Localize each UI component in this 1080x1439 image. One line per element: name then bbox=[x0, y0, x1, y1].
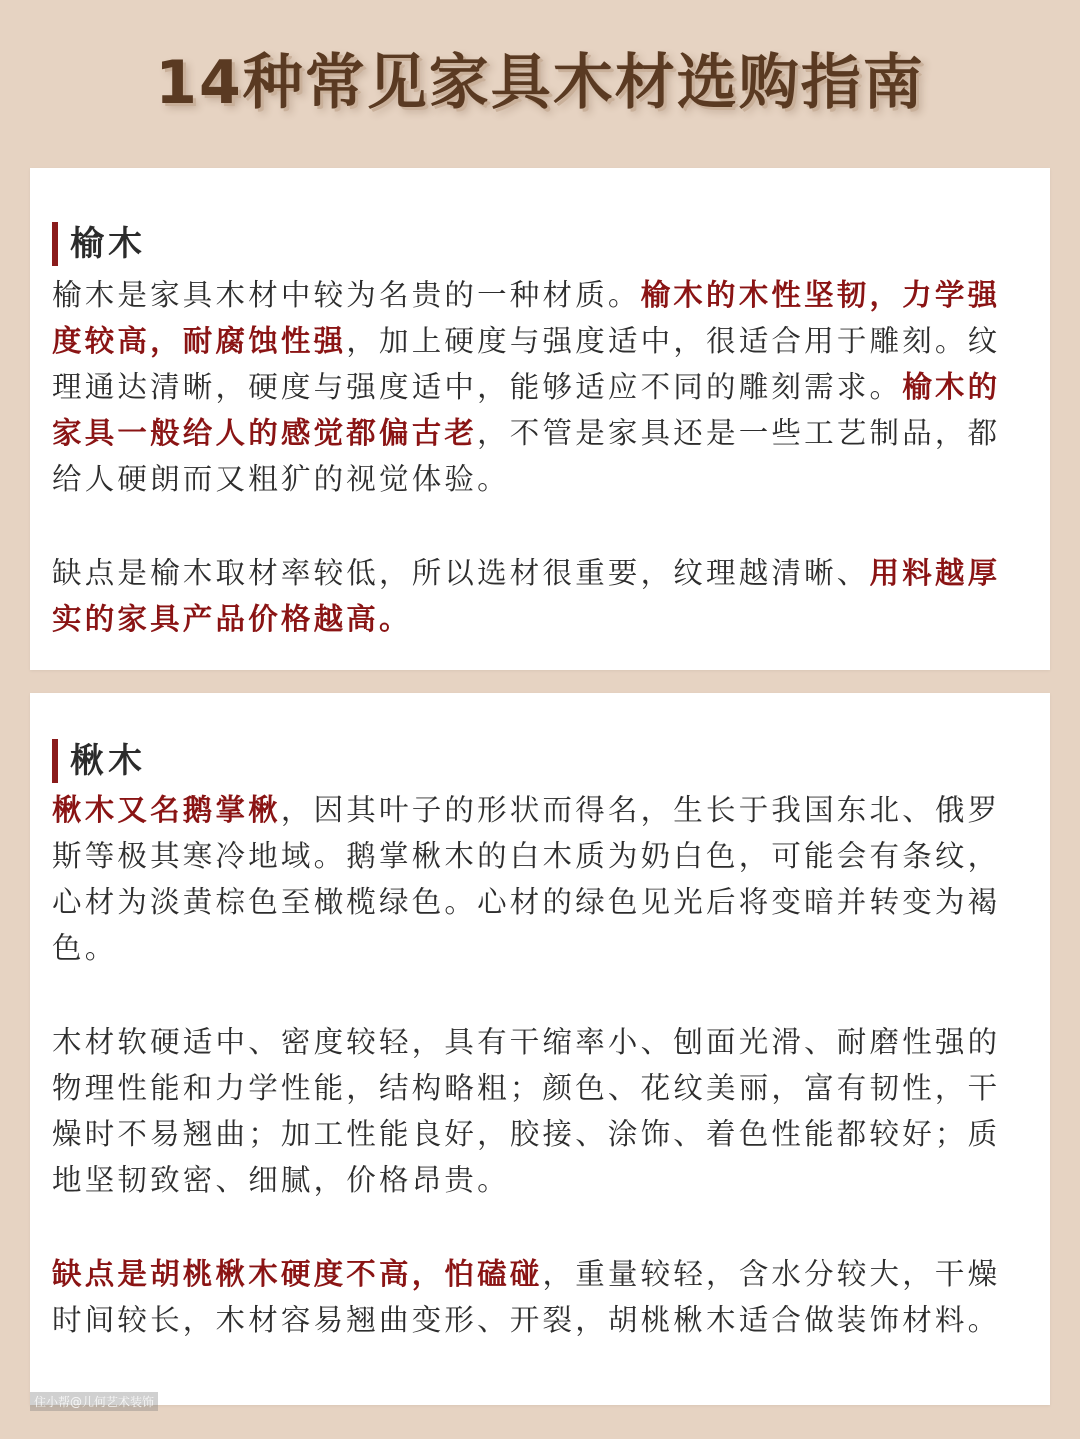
text-run: ，不管是家具还是一些工艺制品，都给人硬朗而又粗犷的视觉体验。 bbox=[52, 416, 1001, 496]
highlight-text: 楸木又名鹅掌楸 bbox=[52, 792, 281, 827]
page-title: 14种常见家具木材选购指南 bbox=[155, 48, 925, 118]
section-card-yumu bbox=[30, 168, 1050, 670]
section-heading: 榆木 bbox=[52, 222, 146, 266]
section-paragraph bbox=[52, 1019, 1032, 1203]
text-run: ，加上硬度与强度适中，很适合用于雕刻。纹理通达清晰，硬度与强度适中，能够适应不同的雕刻需求。 bbox=[52, 324, 1001, 404]
highlight-text: 榆木的木性坚韧，力学强度较高，耐腐蚀性强 bbox=[52, 277, 1001, 358]
section-card-qiumu bbox=[30, 693, 1050, 1405]
text-run: 缺点是榆木取材率较低，所以选材很重要，纹理越清晰、 bbox=[52, 556, 870, 590]
section-heading: 楸木 bbox=[52, 739, 146, 783]
text-run: ，因其叶子的形状而得名，生长于我国东北、俄罗斯等极其寒冷地域。鹅掌楸木的白木质为奶白色，可能会有条纹，心材为淡黄棕色至橄榄绿色。心材的绿色见光后将变暗并转变为褐色。 bbox=[52, 793, 1001, 965]
section-paragraph bbox=[52, 550, 1032, 642]
text-run: 榆木是家具木材中较为名贵的一种材质。 bbox=[52, 278, 641, 312]
text-run: ，重量较轻，含水分较大，干燥时间较长，木材容易翘曲变形、开裂，胡桃楸木适合做装饰材料。 bbox=[52, 1257, 1001, 1337]
section-paragraph bbox=[52, 272, 1032, 502]
highlight-text: 榆木的家具一般给人的感觉都偏古老 bbox=[52, 369, 1001, 450]
section-paragraph bbox=[52, 787, 1032, 971]
section-paragraph bbox=[52, 1251, 1032, 1343]
highlight-text: 缺点是胡桃楸木硬度不高，怕磕碰 bbox=[52, 1256, 543, 1291]
highlight-text: 用料越厚实的家具产品价格越高。 bbox=[52, 555, 1001, 636]
text-run: 木材软硬适中、密度较轻，具有干缩率小、刨面光滑、耐磨性强的物理性能和力学性能，结构略粗；颜色、花纹美丽，富有韧性，干燥时不易翘曲；加工性能良好，胶接、涂饰、着色性能都较好；质地坚韧致密、细腻，价格昂贵。 bbox=[52, 1025, 1001, 1197]
watermark: 住小帮@儿何艺术装饰 bbox=[30, 1392, 158, 1411]
